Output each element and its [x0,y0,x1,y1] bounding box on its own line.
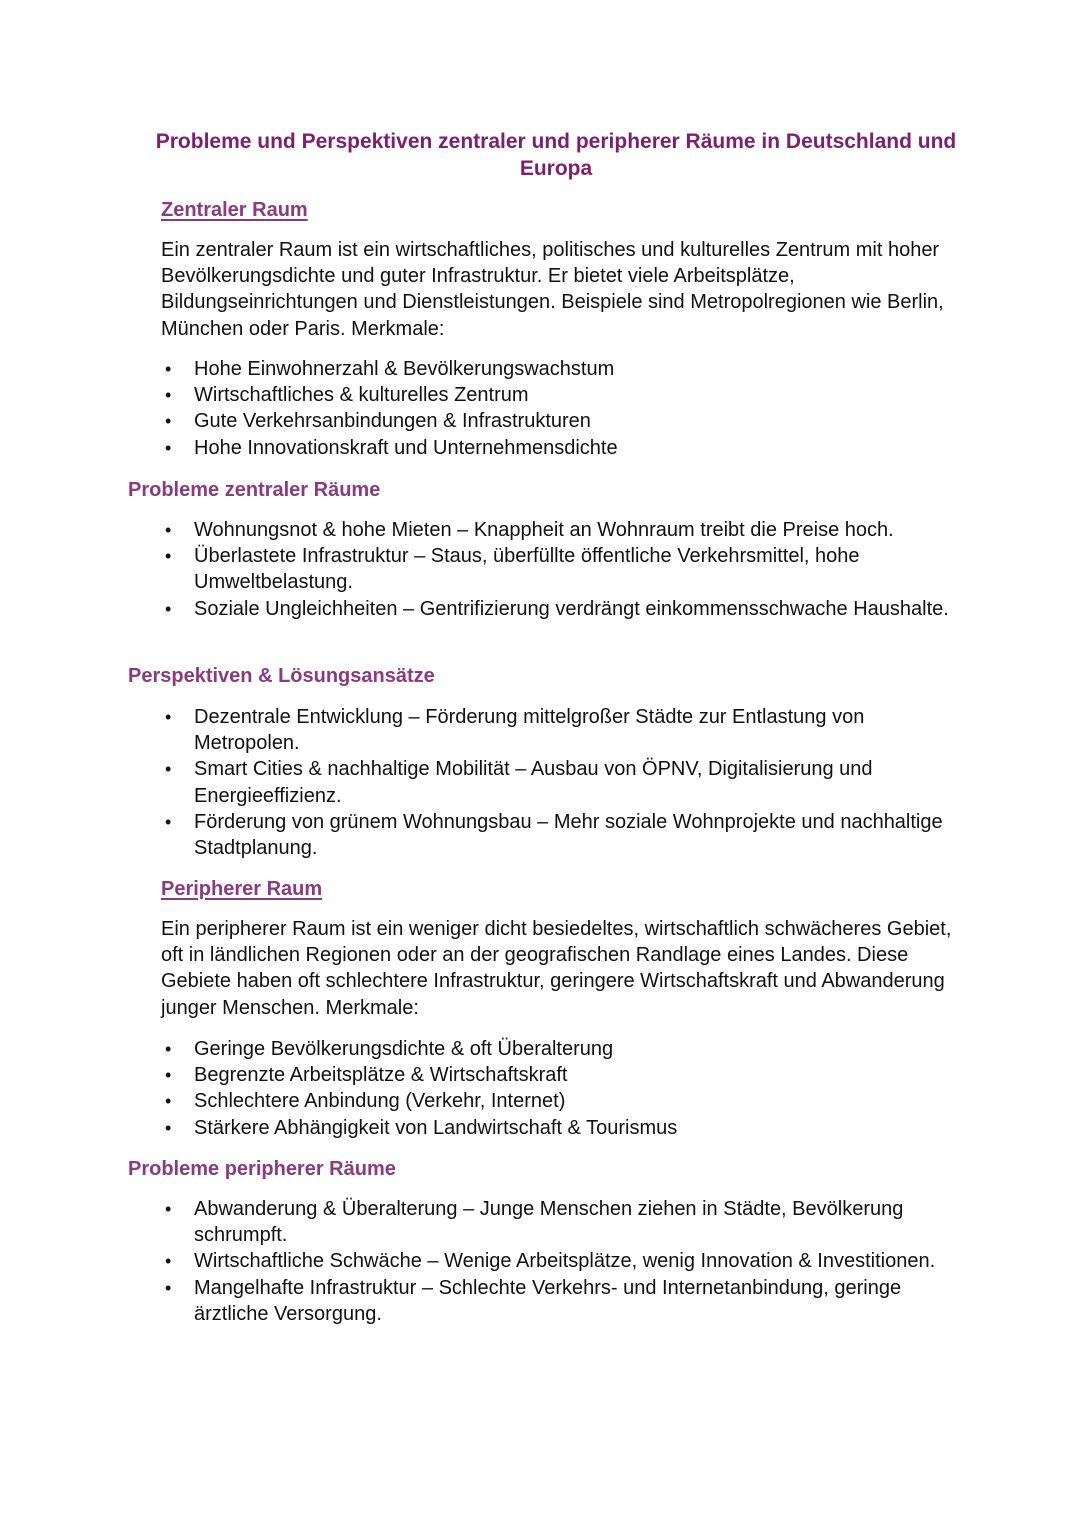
list-item: • Wirtschaftliches & kulturelles Zentrum [161,382,961,408]
heading-peripherer-raum: Peripherer Raum [161,878,323,900]
bullet-icon: • [165,1251,172,1272]
bullet-icon: • [165,1117,172,1138]
bullet-icon: • [165,707,172,727]
document-title: Probleme und Perspektiven zentraler und peripherer Räume in Deutschland und Europa [155,130,957,180]
list-item: • Hohe Einwohnerzahl & Bevölkerungswachstum [161,356,961,382]
list-item: • Begrenzte Arbeitsplätze & Wirtschaftskraft [161,1062,961,1088]
bullet-icon: • [165,1277,172,1298]
list-probleme-peripher [161,1196,961,1327]
heading-perspektiven: Perspektiven & Lösungsansätze [128,665,435,687]
list-probleme-zentral [161,517,961,622]
bullet-icon: • [165,385,172,406]
list-item: • Stärkere Abhängigkeit von Landwirtschaft & Tourismus [161,1115,961,1141]
list-item: • Geringe Bevölkerungsdichte & oft Überalterung [161,1036,961,1062]
list-item: • Gute Verkehrsanbindungen & Infrastrukturen [161,408,961,434]
list-item: • Hohe Innovationskraft und Unternehmensdichte [161,435,961,461]
list-item: • Mangelhafte Infrastruktur – Schlechte Verkehrs- und Internetanbindung, geringe ärztliche Versorgung. [165,1276,902,1325]
list-item: • Smart Cities & nachhaltige Mobilität – Ausbau von ÖPNV, Digitalisierung und Energieeffizienz. [165,758,873,807]
bullet-icon: • [165,811,172,832]
heading-probleme-peripher: Probleme peripherer Räume [128,1158,396,1180]
bullet-icon: • [165,359,172,379]
heading-zentraler-raum: Zentraler Raum [161,199,308,221]
heading-probleme-zentral: Probleme zentraler Räume [128,479,381,501]
list-item: • Dezentrale Entwicklung – Förderung mittelgroßer Städte zur Entlastung von Metropolen. [165,706,865,755]
paragraph-zentraler-raum: Ein zentraler Raum ist ein wirtschaftliches, politisches und kulturelles Zentrum mit hoher Bevölkerungsdichte und guter Infrastruktur. Er bietet viele Arbeitsplätze, Bildungseinrichtungen und Dienstleistungen. Beispiele sind Metropolregionen wie Berlin, München oder Paris. Merkmale: [161,239,944,340]
bullet-icon: • [165,520,172,540]
bullet-icon: • [165,546,172,567]
bullet-icon: • [165,1039,172,1059]
bullet-icon: • [165,759,172,780]
list-merkmale-zentral [161,356,961,461]
list-item: • Abwanderung & Überalterung – Junge Menschen ziehen in Städte, Bevölkerung schrumpft. [165,1198,904,1247]
list-item: • Förderung von grünem Wohnungsbau – Mehr soziale Wohnprojekte und nachhaltige Stadtplanung. [165,810,943,860]
list-item: • Soziale Ungleichheiten – Gentrifizierung verdrängt einkommensschwache Haushalte. [161,596,961,622]
bullet-icon: • [165,411,172,432]
paragraph-peripherer-raum: Ein peripherer Raum ist ein weniger dicht besiedeltes, wirtschaftlich schwächeres Gebiet, oft in ländlichen Regionen oder an der geografischen Randlage eines Landes. Diese Gebiete haben oft schlechtere Infrastruktur, geringere Wirtschaftskraft und Abwanderung junger Menschen. Merkmale: [161,918,952,1019]
bullet-icon: • [165,437,172,458]
list-item: • Schlechtere Anbindung (Verkehr, Internet) [161,1088,961,1114]
list-item: • Wirtschaftliche Schwäche – Wenige Arbeitsplätze, wenig Innovation & Investitionen. [161,1248,961,1274]
bullet-icon: • [165,1065,172,1086]
list-perspektiven [161,704,961,861]
list-merkmale-peripher [161,1036,961,1141]
bullet-icon: • [165,1091,172,1112]
list-item: • Überlastete Infrastruktur – Staus, überfüllte öffentliche Verkehrsmittel, hohe Umweltbelastung. [165,545,860,594]
bullet-icon: • [165,1199,172,1219]
list-item: • Wohnungsnot & hohe Mieten – Knappheit an Wohnraum treibt die Preise hoch. [161,517,961,543]
bullet-icon: • [165,598,172,619]
